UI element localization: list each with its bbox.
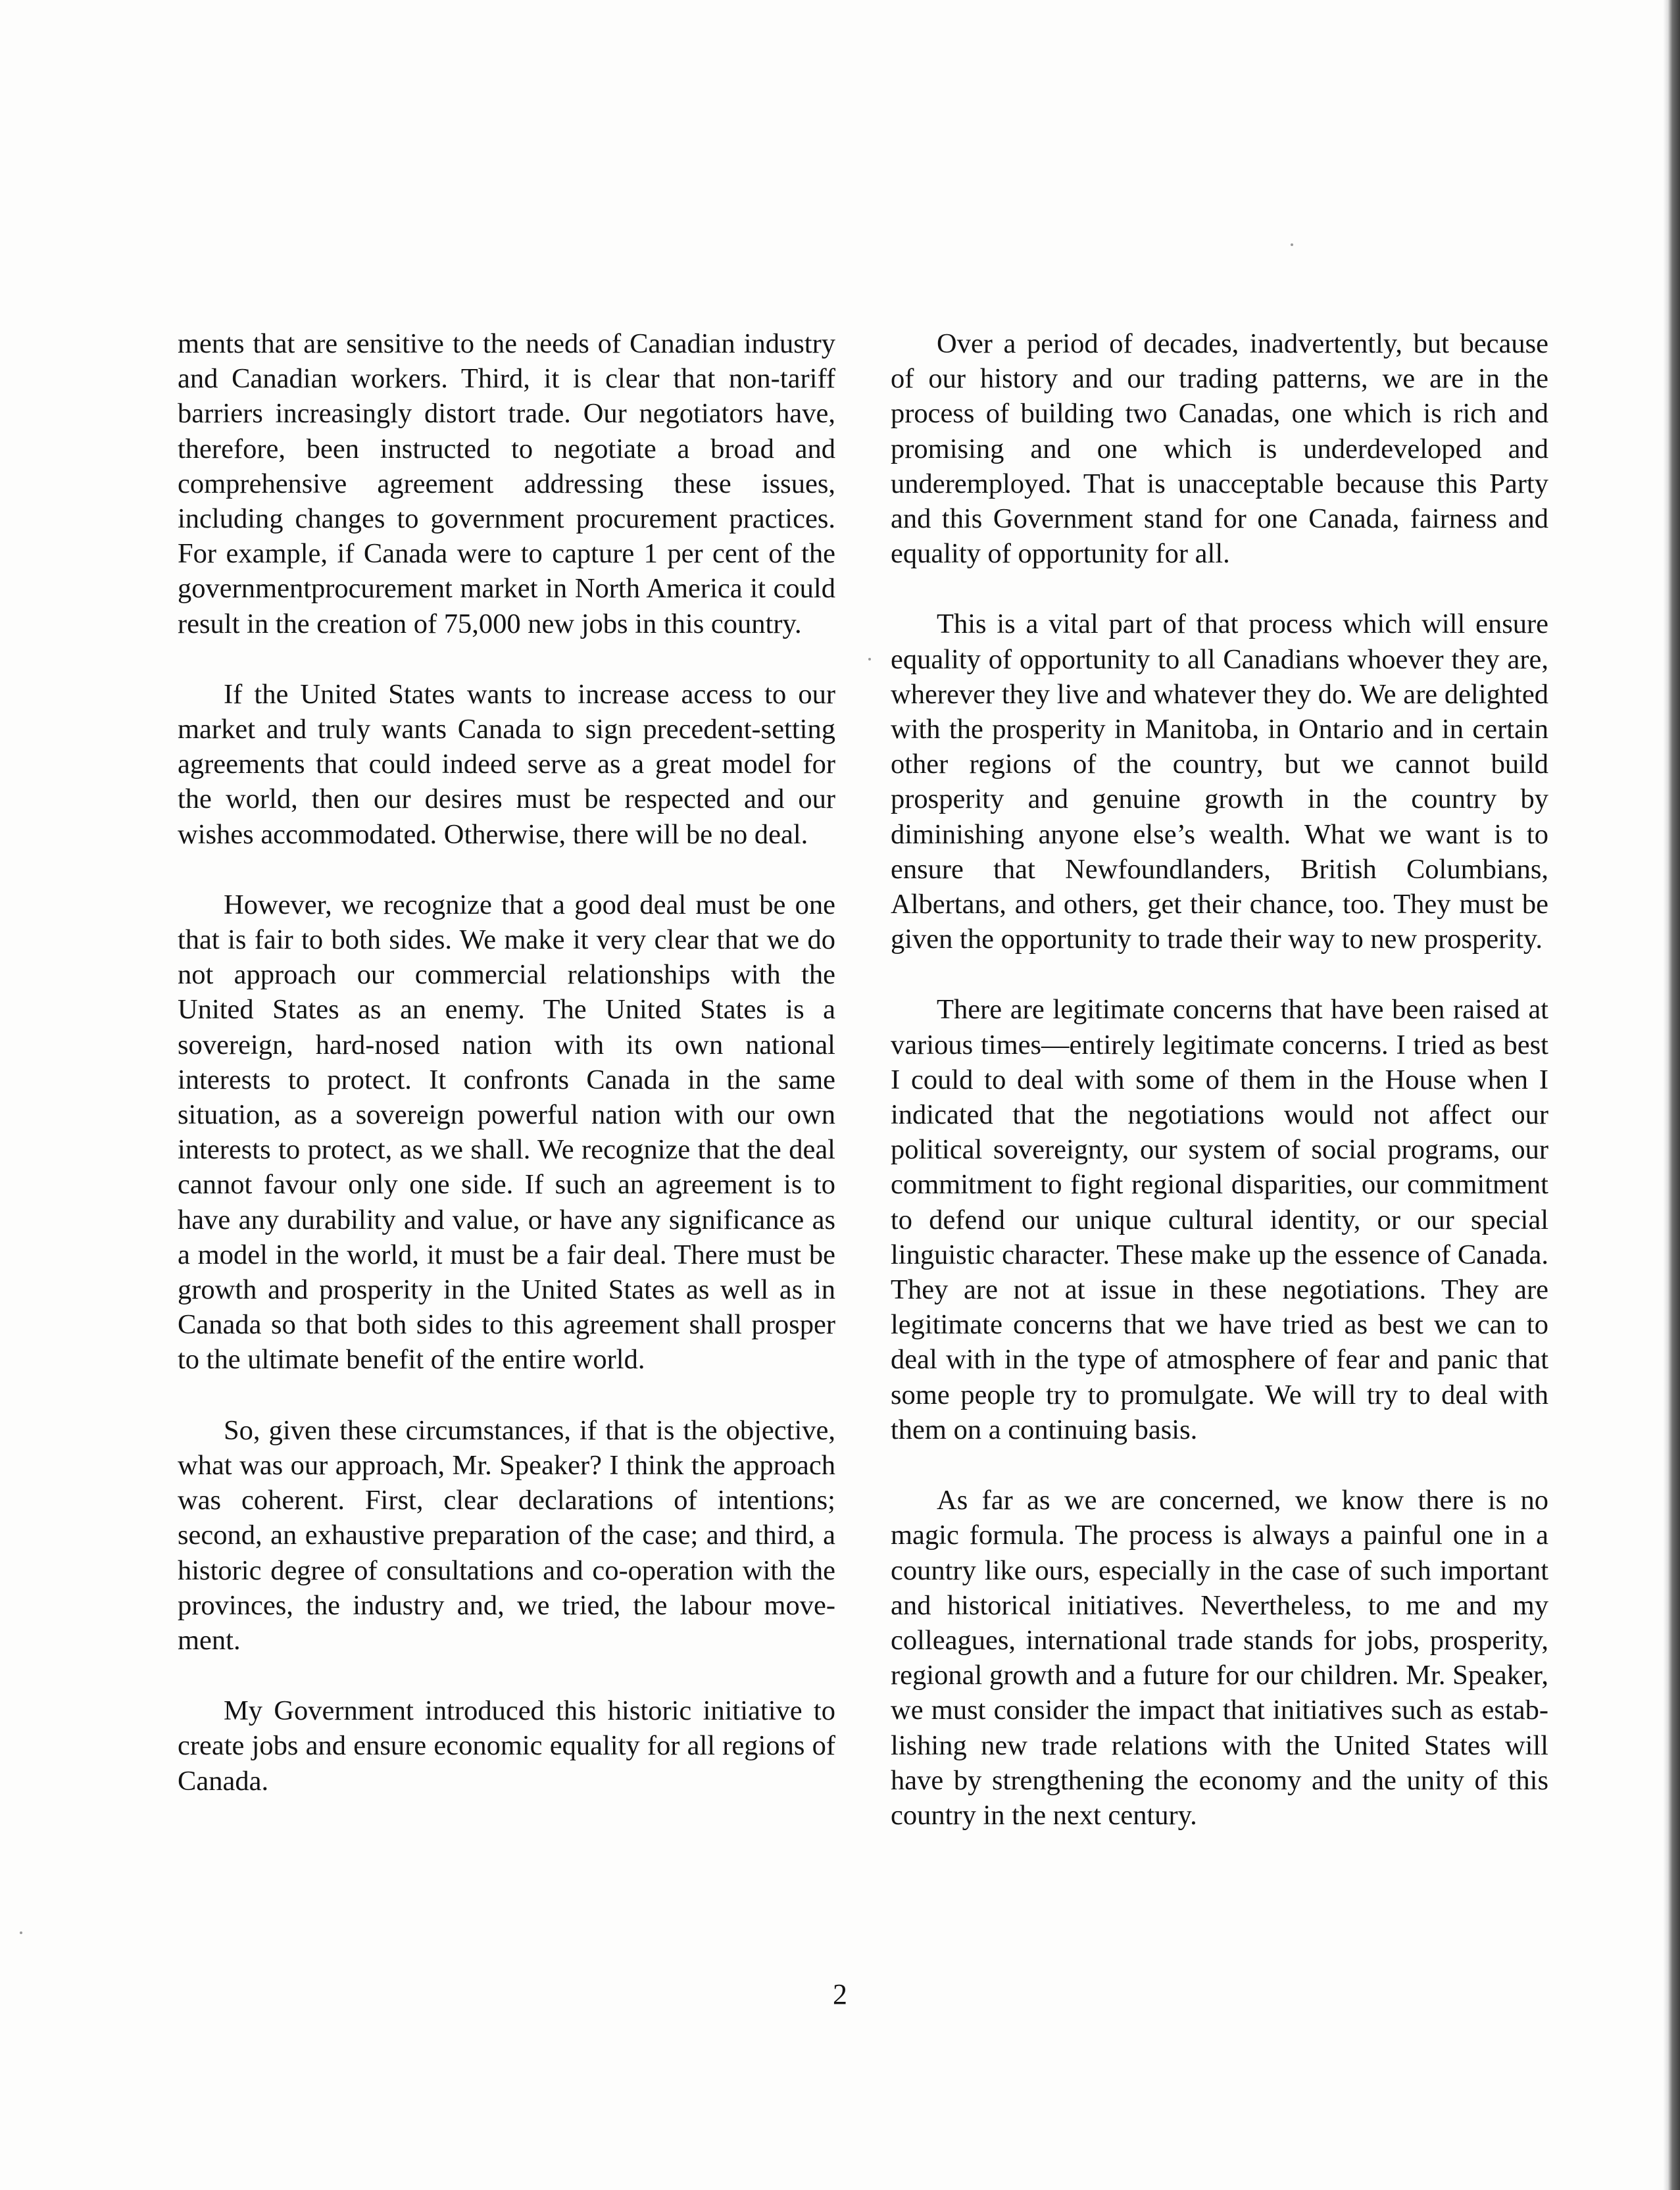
paragraph: If the United States wants to increase access to our market and truly wants Canada to sign precedent-setting agreements that could indeed serve as a great model for the world, then our desires must be respected and our wishes accommodated. Otherwise, there will be no deal. [178, 678, 835, 850]
paragraph: This is a vital part of that process which will ensure equality of opportunity to all Canadians whoever they are, wherever they live and whatever they do. We are delighted with the prosperity in Manitoba, in Ontario and in certain other regions of the country, but we cannot build prosperity and genuine growth in the country by diminishing anyone else’s wealth. What we want is to ensure that Newfoundlanders, British Columbians, Albertans, and others, get their chance, too. They must be given the opportunity to trade their way to new prosperity. [891, 609, 1548, 955]
right-column [891, 326, 1548, 1868]
paragraph: However, we recognize that a good deal must be one that is fair to both sides. We make it very clear that we do not approach our commercial relationships with the United States as an enemy. The United States is a sovereign, hard-nosed nation with its own national interests to protect. It confronts Canada in the same situation, as a sovereign powerful nation with our own interests to protect, as we shall. We recognize that the deal cannot favour only one side. If such an agreement is to have any durability and value, or have any significance as a model in the world, it must be a fair deal. There must be growth and prosperity in the United States as well as in Canada so that both sides to this agreement shall prosper to the ultimate benefit of the entire world. [178, 889, 835, 1376]
scan-page-edge [1663, 0, 1680, 2190]
scan-speck [20, 1931, 22, 1934]
paragraph: There are legitimate concerns that have been raised at various times—entirely legitimate concerns. I tried as best I could to deal with some of them in the House when I indicated that the negotiations would not affect our political sovereignty, our system of social programs, our commitment to fight regional disparities, our commitment to defend our unique cultural identity, or our special linguistic character. These make up the essence of Canada. They are not at issue in these negotiations. They are legitimate concerns that we have tried as best we can to deal with in the type of atmosphere of fear and panic that some people try to promulgate. We will try to deal with them on a continuing basis. [891, 994, 1548, 1445]
paragraph: My Government introduced this historic initiative to create jobs and ensure economic equality for all regions of Canada. [178, 1695, 835, 1797]
left-column [178, 326, 835, 1834]
paragraph: ments that are sensitive to the needs of Canadian industry and Canadian workers. Third, it is clear that non-tariff barriers increasingly distort trade. Our negotiators have, therefore, been instructed to negotiate a broad and comprehensive agreement addressing these issues, including changes to government procurement practices. For example, if Canada were to capture 1 per cent of the governmentprocurement market in North America it could result in the creation of 75,000 new jobs in this country. [178, 328, 835, 639]
page-number: 2 [833, 1978, 847, 2010]
paragraph: So, given these circumstances, if that is the objective, what was our approach, Mr. Speaker? I think the approach was coherent. First, clear declarations of intentions; second, an exhaustive preparation of the case; and third, a historic degree of consultations and co-operation with the provinces, the industry and, we tried, the labour movement. [178, 1414, 835, 1656]
scan-speck [1291, 243, 1293, 246]
paragraph: As far as we are concerned, we know there is no magic formula. The process is always a painful one in a country like ours, especially in the case of such important and historical initiatives. Nevertheless, to me and my colleagues, international trade stands for jobs, prosperity, regional growth and a future for our children. Mr. Speaker, we must consider the impact that initiatives such as establishing new trade relations with the United States will have by strengthening the economy and the unity of this country in the next century. [891, 1485, 1548, 1831]
paragraph: Over a period of decades, inadvertently, but because of our history and our trading patterns, we are in the process of building two Canadas, one which is rich and promising and one which is underdeveloped and underemployed. That is unacceptable because this Party and this Government stand for one Canada, fairness and equality of opportunity for all. [891, 328, 1548, 570]
scan-speck [868, 658, 871, 660]
